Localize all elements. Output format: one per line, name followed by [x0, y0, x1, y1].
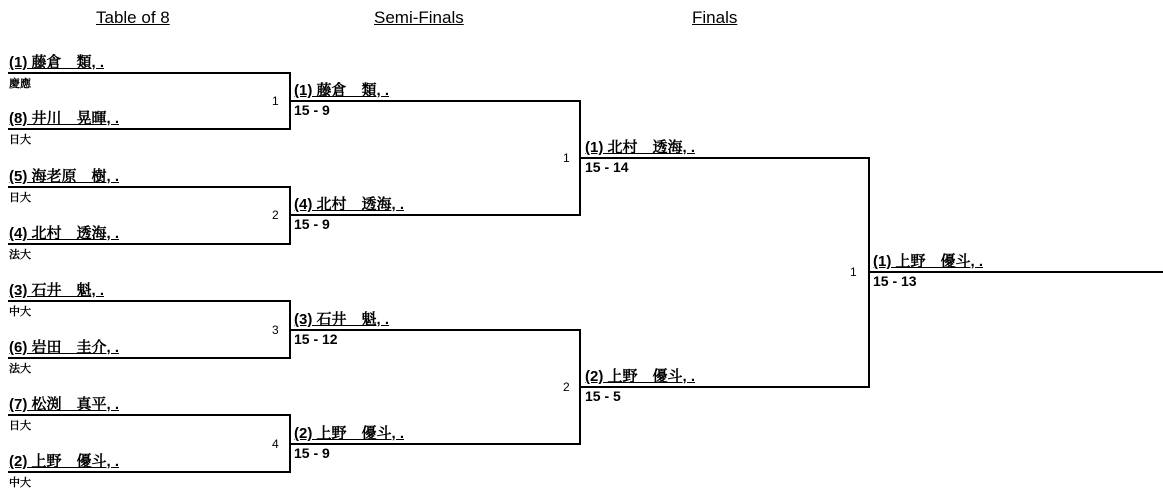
semi-final-entry-name: (2) 上野 優斗, . [294, 425, 405, 442]
table-of-8-entry-name: (6) 岩田 圭介, . [9, 339, 120, 356]
table-of-8-entry-name: (1) 藤倉 類, . [9, 54, 105, 71]
final-entry-score: 15 - 14 [585, 159, 629, 175]
table-of-8-entry-club: 中大 [9, 477, 31, 489]
bracket-line [8, 471, 291, 473]
bracket-line [8, 128, 291, 130]
table-of-8-entry-club: 中大 [9, 306, 31, 318]
match-number: 1 [850, 265, 857, 279]
bracket-line [8, 186, 291, 188]
bracket-line [289, 443, 581, 445]
match-number: 4 [272, 437, 279, 451]
round-title-semi-finals: Semi-Finals [374, 8, 464, 27]
final-entry-score: 15 - 5 [585, 388, 621, 404]
final-entry-name: (1) 北村 透海, . [585, 139, 696, 156]
champion-score: 15 - 13 [873, 273, 917, 289]
match-number: 1 [563, 151, 570, 165]
semi-final-entry-score: 15 - 9 [294, 102, 330, 118]
table-of-8-entry-name: (3) 石井 魁, . [9, 282, 105, 299]
match-number: 2 [563, 380, 570, 394]
table-of-8-entry-name: (4) 北村 透海, . [9, 225, 120, 242]
semi-final-entry-name: (3) 石井 魁, . [294, 311, 390, 328]
bracket-line [8, 414, 291, 416]
table-of-8-entry-name: (8) 井川 晃暉, . [9, 110, 120, 127]
bracket-line [289, 100, 581, 102]
match-number: 1 [272, 94, 279, 108]
table-of-8-entry-name: (5) 海老原 樹, . [9, 168, 120, 185]
table-of-8-entry-club: 法大 [9, 249, 31, 261]
semi-final-entry-score: 15 - 12 [294, 331, 338, 347]
round-title-table-of-8: Table of 8 [96, 8, 170, 27]
table-of-8-entry-club: 慶應 [9, 78, 31, 90]
semi-final-entry-score: 15 - 9 [294, 216, 330, 232]
bracket-line [8, 243, 291, 245]
table-of-8-entry-club: 日大 [9, 192, 31, 204]
match-number: 3 [272, 323, 279, 337]
bracket-line [8, 300, 291, 302]
semi-final-entry-name: (1) 藤倉 類, . [294, 82, 390, 99]
final-entry-name: (2) 上野 優斗, . [585, 368, 696, 385]
table-of-8-entry-club: 日大 [9, 134, 31, 146]
table-of-8-entry-name: (2) 上野 優斗, . [9, 453, 120, 470]
table-of-8-entry-club: 法大 [9, 363, 31, 375]
semi-final-entry-name: (4) 北村 透海, . [294, 196, 405, 213]
table-of-8-entry-club: 日大 [9, 420, 31, 432]
semi-final-entry-score: 15 - 9 [294, 445, 330, 461]
table-of-8-entry-name: (7) 松渕 真平, . [9, 396, 120, 413]
round-title-finals: Finals [692, 8, 738, 27]
champion-name: (1) 上野 優斗, . [873, 253, 984, 270]
bracket-line [8, 357, 291, 359]
match-number: 2 [272, 208, 279, 222]
bracket-line [8, 72, 291, 74]
bracket-line [289, 214, 581, 216]
bracket-line [579, 386, 870, 388]
